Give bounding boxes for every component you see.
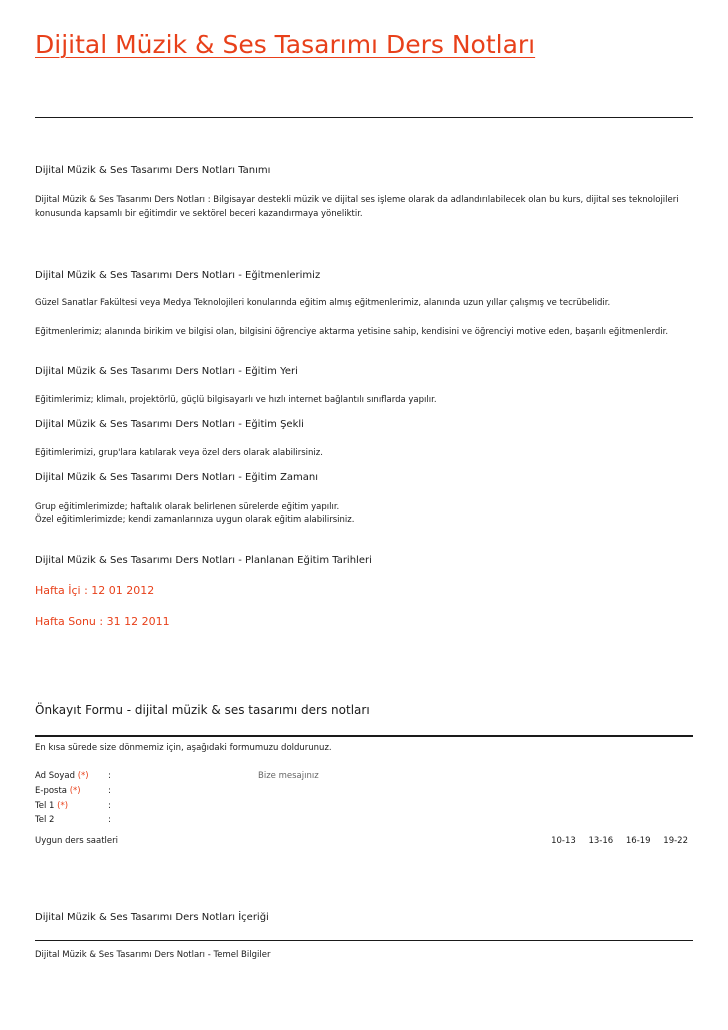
form-title: Önkayıt Formu - dijital müzik & ses tasarımı ders notları: [35, 703, 370, 717]
required-mark: (*): [57, 801, 69, 811]
tel1-label-text: Tel 1: [35, 801, 55, 811]
hafta-ici-date: Hafta İçi : 12 01 2012: [35, 584, 155, 597]
tel2-label: [35, 815, 54, 825]
required-mark: (*): [77, 771, 89, 781]
tel1-input[interactable]: :: [108, 801, 111, 811]
hour-option[interactable]: 13-16: [588, 836, 614, 846]
form-intro: En kısa sürede size dönmemiz için, aşağıdaki formumuzu doldurunuz.: [35, 743, 332, 753]
icerik-divider: [35, 940, 693, 941]
zaman-text-2: Özel eğitimlerimizde; kendi zamanlarınıza uygun olarak eğitim alabilirsiniz.: [35, 515, 355, 525]
egitmenler-heading: Dijital Müzik & Ses Tasarımı Ders Notları - Eğitmenlerimiz: [35, 270, 321, 281]
hour-option[interactable]: 10-13: [551, 836, 576, 846]
hours-label: Uygun ders saatleri: [35, 836, 118, 846]
egitmenler-text-2: Eğitmenlerimiz; alanında birikim ve bilgisi olan, bilgisini öğrenciye aktarma yetisine sahip, kendisini ve öğrenciyi motive eden, başarılı eğitmenlerdir.: [35, 327, 669, 337]
yer-text: Eğitimlerimiz; klimalı, projektörlü, güçlü bilgisayarlı ve hızlı internet bağlantılı sınıflarda yapılır.: [35, 395, 437, 405]
tarihler-heading: Dijital Müzik & Ses Tasarımı Ders Notları - Planlanan Eğitim Tarihleri: [35, 555, 372, 566]
tel1-label: [35, 801, 68, 811]
title-divider: [35, 117, 693, 118]
hafta-sonu-date: Hafta Sonu : 31 12 2011: [35, 615, 170, 628]
eposta-input[interactable]: :: [108, 786, 111, 796]
tel2-label-text: Tel 2: [35, 815, 55, 825]
message-field[interactable]: Bize mesajınız: [258, 771, 319, 781]
hour-option[interactable]: 19-22: [663, 836, 688, 846]
zaman-heading: Dijital Müzik & Ses Tasarımı Ders Notları - Eğitim Zamanı: [35, 472, 319, 483]
required-mark: (*): [69, 786, 81, 796]
tanim-text: Dijital Müzik & Ses Tasarımı Ders Notları : Bilgisayar destekli müzik ve dijital ses işleme olarak da adlandırılabilecek olan bu kurs, dijital ses teknolojileri konusunda kapsamlı bir eğitimdir ve sektörel beceri kazandırmaya yöneliktir.: [35, 195, 679, 219]
eposta-label-text: E-posta: [35, 786, 68, 796]
eposta-label: [35, 786, 81, 796]
hours-options: [541, 836, 688, 846]
ad-soyad-input[interactable]: :: [108, 771, 111, 781]
form-divider: [35, 735, 693, 737]
egitmenler-text-1: Güzel Sanatlar Fakültesi veya Medya Teknolojileri konularında eğitim almış eğitmenlerimiz, alanında uzun yıllar çalışmış ve tecrübelidir.: [35, 298, 611, 308]
yer-heading: Dijital Müzik & Ses Tasarımı Ders Notları - Eğitim Yeri: [35, 366, 298, 377]
sekil-heading: Dijital Müzik & Ses Tasarımı Ders Notları - Eğitim Şekli: [35, 419, 304, 430]
ad-soyad-label: [35, 771, 89, 781]
page-title: Dijital Müzik & Ses Tasarımı Ders Notları: [35, 30, 536, 59]
sekil-text: Eğitimlerimizi, grup'lara katılarak veya özel ders olarak alabilirsiniz.: [35, 448, 323, 458]
zaman-text-1: Grup eğitimlerimizde; haftalık olarak belirlenen sürelerde eğitim yapılır.: [35, 502, 340, 512]
ad-soyad-label-text: Ad Soyad: [35, 771, 75, 781]
tel2-input[interactable]: :: [108, 815, 111, 825]
icerik-heading: Dijital Müzik & Ses Tasarımı Ders Notları İçeriği: [35, 912, 269, 923]
hour-option[interactable]: 16-19: [625, 836, 651, 846]
tanim-heading: Dijital Müzik & Ses Tasarımı Ders Notları Tanımı: [35, 165, 271, 176]
icerik-sub: Dijital Müzik & Ses Tasarımı Ders Notları - Temel Bilgiler: [35, 950, 271, 960]
